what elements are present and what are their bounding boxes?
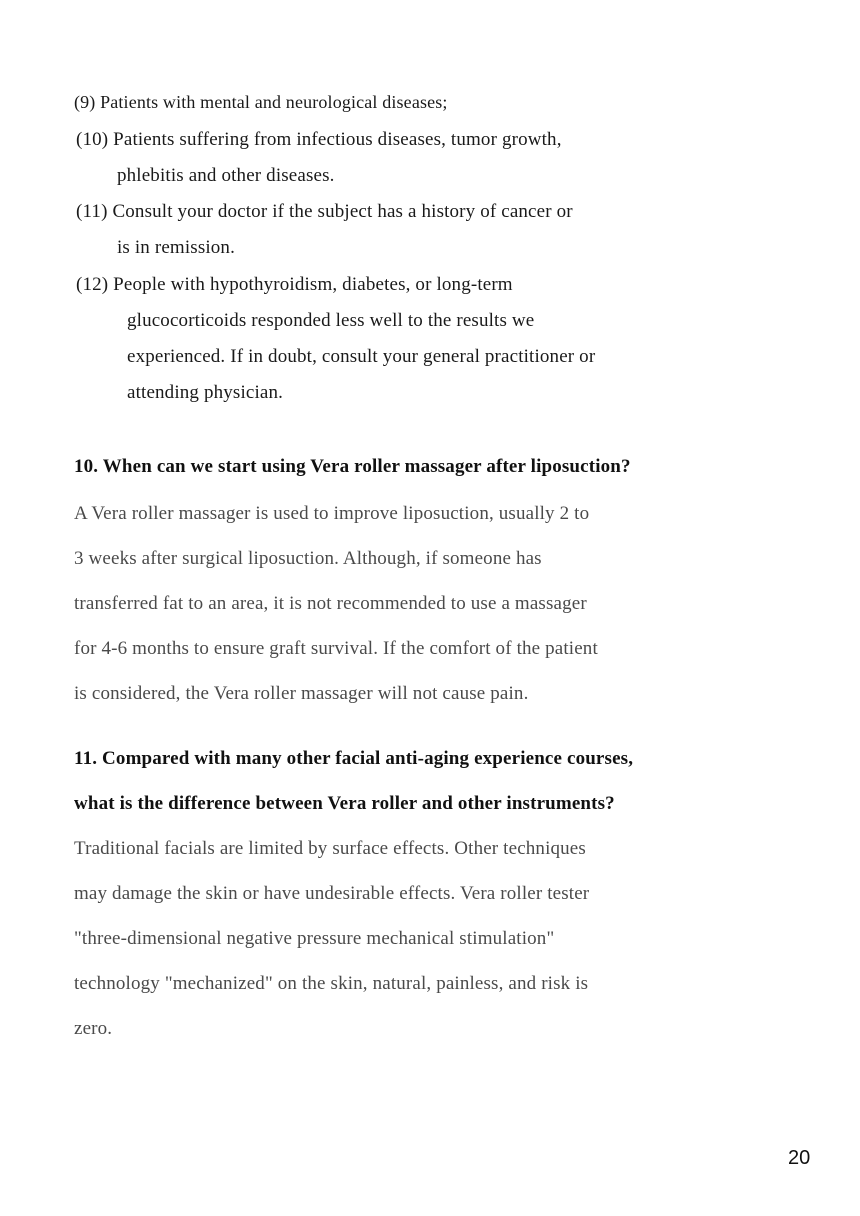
faq-11-body-line: Traditional facials are limited by surface effects. Other techniques xyxy=(74,838,586,859)
faq-11-body-line: "three-dimensional negative pressure mechanical stimulation" xyxy=(74,928,555,949)
list-item-9: (9) Patients with mental and neurological diseases; xyxy=(74,92,448,112)
list-item-12-cont-3: attending physician. xyxy=(127,382,284,403)
faq-10-body-line: is considered, the Vera roller massager will not cause pain. xyxy=(74,683,529,704)
faq-10-body-line: A Vera roller massager is used to improve liposuction, usually 2 to xyxy=(74,503,590,524)
faq-11-body-line: zero. xyxy=(74,1018,113,1039)
page-number: 20 xyxy=(788,1147,811,1169)
faq-10-body-line: 3 weeks after surgical liposuction. Although, if someone has xyxy=(74,548,542,569)
list-item-10-cont: phlebitis and other diseases. xyxy=(117,165,335,186)
faq-10-heading: 10. When can we start using Vera roller massager after liposuction? xyxy=(74,456,631,477)
faq-11-heading: 11. Compared with many other facial anti-aging experience courses, xyxy=(74,748,634,769)
faq-11-heading: what is the difference between Vera roller and other instruments? xyxy=(74,793,615,814)
faq-10-body-line: transferred fat to an area, it is not recommended to use a massager xyxy=(74,593,587,614)
faq-11-body-line: may damage the skin or have undesirable effects. Vera roller tester xyxy=(74,883,590,904)
faq-11-body-line: technology "mechanized" on the skin, natural, painless, and risk is xyxy=(74,973,589,994)
faq-10-body-line: for 4-6 months to ensure graft survival. If the comfort of the patient xyxy=(74,638,598,659)
list-item-12: (12) People with hypothyroidism, diabetes, or long-term xyxy=(76,274,513,295)
list-item-12-cont-2: experienced. If in doubt, consult your general practitioner or xyxy=(127,346,596,367)
list-item-10: (10) Patients suffering from infectious diseases, tumor growth, xyxy=(76,129,562,150)
list-item-12-cont-1: glucocorticoids responded less well to the results we xyxy=(127,310,535,331)
list-item-11-cont: is in remission. xyxy=(117,237,235,258)
list-item-11: (11) Consult your doctor if the subject has a history of cancer or xyxy=(76,201,573,222)
